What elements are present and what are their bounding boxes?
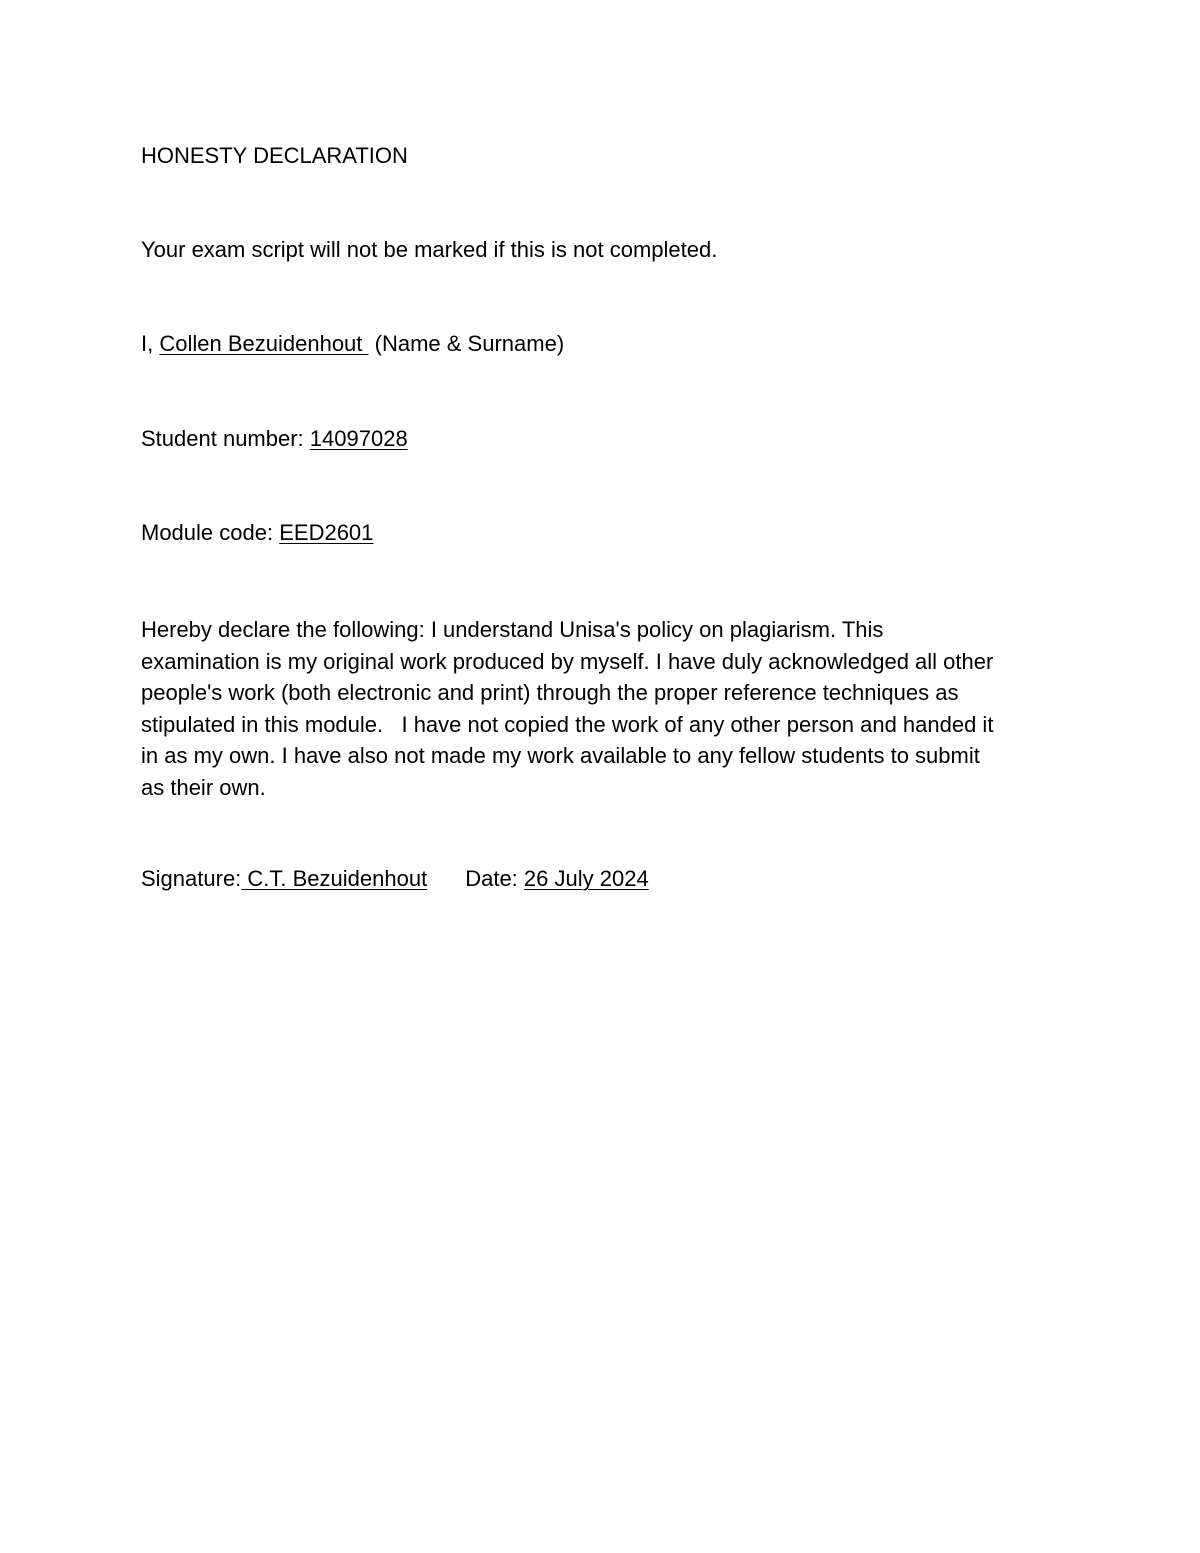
name-suffix: (Name & Surname): [374, 331, 565, 356]
student-name: Collen Bezuidenhout: [159, 331, 369, 356]
declaration-line: as their own.: [141, 774, 266, 800]
declaration-line: Hereby declare the following: I understand Unisa's policy on plagiarism. This: [141, 617, 884, 642]
module-code-value: EED2601: [279, 520, 374, 545]
student-number-line: [141, 426, 408, 452]
declaration-line: in as my own. I have also not made my work available to any fellow students to submit: [141, 743, 980, 768]
declaration-paragraph: [141, 614, 1081, 803]
name-line: [141, 331, 564, 357]
student-number-value: 14097028: [309, 426, 408, 451]
date-label: Date:: [465, 866, 518, 891]
signature-value: C.T. Bezuidenhout: [241, 866, 428, 891]
module-code-label: Module code:: [141, 520, 274, 545]
completion-notice: Your exam script will not be marked if this is not completed.: [141, 237, 718, 262]
declaration-line: stipulated in this module. I have not copied the work of any other person and handed it: [141, 711, 994, 737]
module-code-line: [141, 520, 373, 546]
signature-label: Signature:: [141, 866, 242, 891]
signature-date-line: [141, 866, 649, 892]
student-number-label: Student number:: [141, 426, 304, 451]
declaration-line: people's work (both electronic and print) through the proper reference techniques as: [141, 680, 959, 705]
name-prefix: I,: [141, 331, 154, 356]
document-title: HONESTY DECLARATION: [141, 143, 408, 168]
date-value: 26 July 2024: [523, 866, 649, 891]
declaration-line: examination is my original work produced by myself. I have duly acknowledged all other: [141, 648, 994, 674]
